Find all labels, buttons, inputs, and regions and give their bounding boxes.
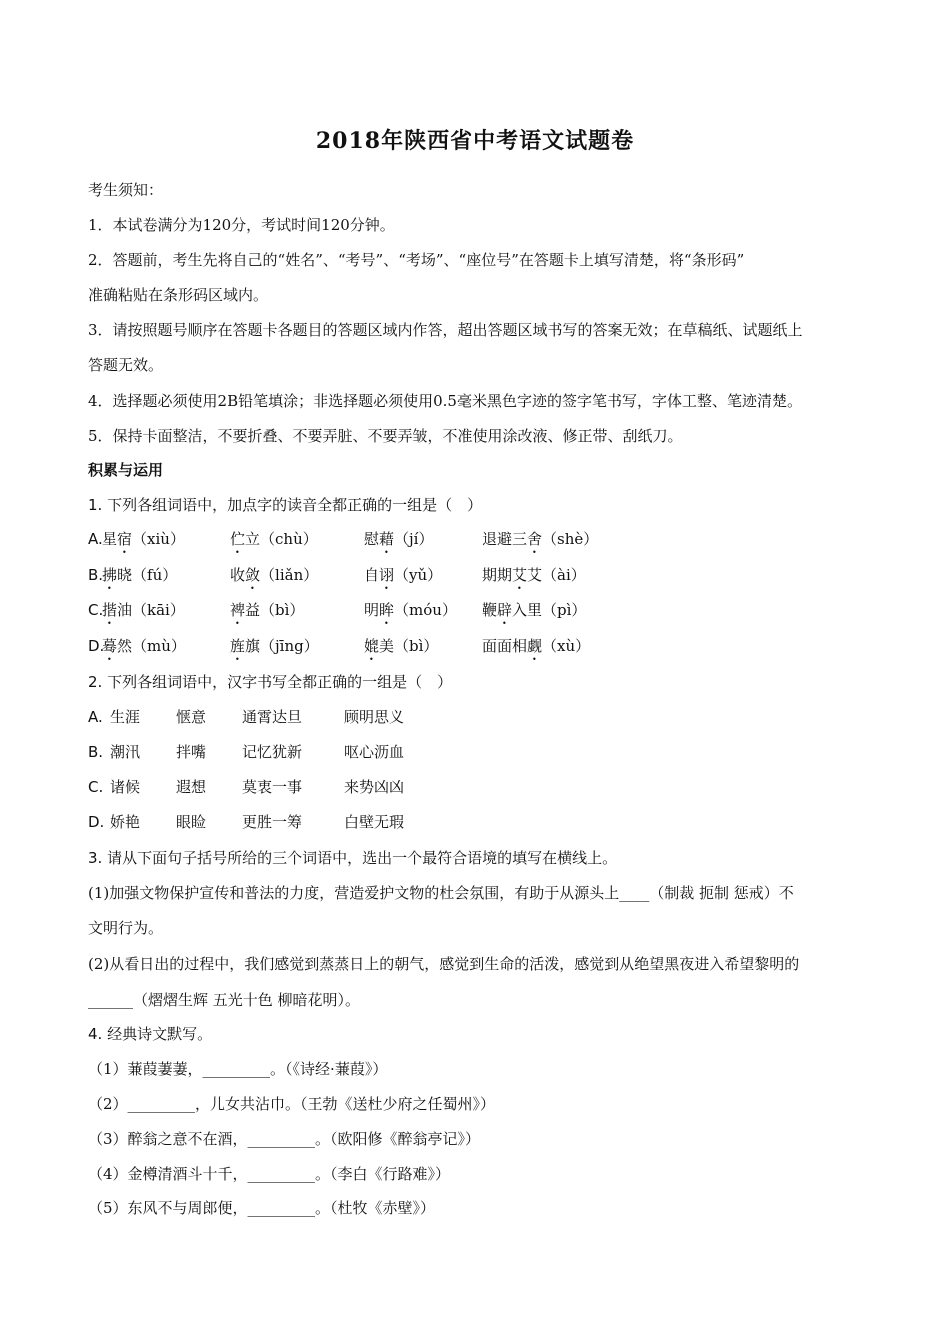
option-word: 娇艳	[110, 813, 141, 831]
question-2-option	[88, 742, 588, 764]
question-3-line: (2)从看日出的过程中，我们感觉到蒸蒸日上的朝气，感觉到生命的活泼，感觉到从绝望黑夜进入希望黎明的	[88, 955, 800, 973]
emphasized-char: 裨	[230, 601, 246, 619]
option-word: 拂晓（fú）	[102, 566, 178, 584]
option-word: 眼睑	[176, 813, 207, 831]
option-word: 面面相觑（xù）	[482, 637, 591, 655]
notice-item: 3．请按照题号顺序在答题卡各题目的答题区域内作答，超出答题区域书写的答案无效；在草稿纸、试题纸上	[88, 321, 803, 339]
option-label: D.	[88, 813, 105, 831]
option-label: A.	[88, 708, 103, 726]
question-4-line: （5）东风不与周郎便，_________。（杜牧《赤壁》）	[88, 1199, 436, 1217]
emphasized-char: 舍	[527, 530, 543, 548]
question-3-stem: 3. 请从下面句子括号所给的三个词语中，选出一个最符合语境的填写在横线上。	[88, 849, 618, 867]
emphasized-char: 藉	[379, 530, 395, 548]
option-word: 退避三舍（shè）	[482, 530, 599, 548]
option-word: 莫衷一事	[242, 778, 303, 796]
option-word: 蓦然（mù）	[102, 637, 186, 655]
option-word: 拌嘴	[176, 743, 207, 761]
section-heading: 积累与运用	[88, 461, 164, 479]
option-label: A.	[88, 530, 103, 548]
option-word: 伫立（chù）	[230, 530, 318, 548]
emphasized-char: 揩	[102, 601, 118, 619]
emphasized-char: 辟	[497, 601, 513, 619]
question-1-option	[88, 600, 848, 622]
option-word: 惬意	[176, 708, 207, 726]
option-word: 期期艾艾（ài）	[482, 566, 586, 584]
emphasized-char: 媲	[364, 637, 380, 655]
question-4-line: （1）蒹葭萋萋，_________。（《诗经·蒹葭》）	[88, 1060, 388, 1078]
emphasized-char: 旌	[230, 637, 246, 655]
notice-item: 5．保持卡面整洁，不要折叠、不要弄脏、不要弄皱，不准使用涂改液、修正带、刮纸刀。	[88, 427, 683, 445]
option-word: 明眸（móu）	[364, 601, 457, 619]
option-word: 诸候	[110, 778, 141, 796]
option-word: 呕心沥血	[344, 743, 405, 761]
notice-item: 1．本试卷满分为120分，考试时间120分钟。	[88, 216, 395, 234]
notice-item: 答题无效。	[88, 356, 164, 374]
question-4-line: （2）_________，儿女共沾巾。（王勃《送杜少府之任蜀州》）	[88, 1095, 496, 1113]
option-word: 遐想	[176, 778, 207, 796]
question-1-option	[88, 529, 848, 551]
option-word: 媲美（bì）	[364, 637, 439, 655]
emphasized-char: 艾	[512, 566, 528, 584]
option-word: 记忆犹新	[242, 743, 303, 761]
notice-heading: 考生须知：	[88, 181, 164, 199]
option-word: 揩油（kāi）	[102, 601, 185, 619]
option-word: 通霄达旦	[242, 708, 303, 726]
notice-item: 准确粘贴在条形码区域内。	[88, 286, 269, 304]
question-4-stem: 4. 经典诗文默写。	[88, 1025, 213, 1043]
option-word: 收敛（liǎn）	[230, 566, 319, 584]
emphasized-char: 伫	[230, 530, 246, 548]
question-4-line: （3）醉翁之意不在酒，_________。（欧阳修《醉翁亭记》）	[88, 1130, 481, 1148]
option-label: C.	[88, 601, 104, 619]
question-3-line: ______（熠熠生辉 五光十色 柳暗花明）。	[88, 991, 361, 1009]
emphasized-char: 觑	[527, 637, 543, 655]
emphasized-char: 宿	[117, 530, 133, 548]
option-label: B.	[88, 566, 104, 584]
option-word: 更胜一筹	[242, 813, 303, 831]
option-label: B.	[88, 743, 104, 761]
question-1-option	[88, 636, 848, 658]
option-word: 生涯	[110, 708, 141, 726]
option-word: 顾明思义	[344, 708, 405, 726]
option-word: 慰藉（jí）	[364, 530, 434, 548]
option-word: 星宿（xiù）	[102, 530, 185, 548]
option-label: C.	[88, 778, 104, 796]
question-4-line: （4）金樽清酒斗十千，_________。（李白《行路难》）	[88, 1165, 451, 1183]
notice-item: 4．选择题必须使用2B铅笔填涂；非选择题必须使用0.5毫米黑色字迹的签字笔书写，字体工整、笔迹清楚。	[88, 392, 802, 410]
question-2-stem: 2. 下列各组词语中，汉字书写全都正确的一组是（ ）	[88, 673, 453, 691]
question-2-option	[88, 812, 588, 834]
option-word: 自诩（yǔ）	[364, 566, 443, 584]
option-word: 白壁无瑕	[344, 813, 405, 831]
question-3-line: 文明行为。	[88, 919, 164, 937]
question-1-option	[88, 565, 848, 587]
emphasized-char: 敛	[245, 566, 261, 584]
emphasized-char: 蓦	[102, 637, 118, 655]
emphasized-char: 拂	[102, 566, 118, 584]
question-3-line: (1)加强文物保护宣传和普法的力度，营造爱护文物的杜会氛围，有助于从源头上____（制裁 扼制 惩戒）不	[88, 884, 794, 902]
option-word: 潮汛	[110, 743, 141, 761]
option-word: 来势凶凶	[344, 778, 405, 796]
option-word: 裨益（bì）	[230, 601, 305, 619]
notice-item: 2．答题前，考生先将自己的“姓名”、“考号”、“考场”、“座位号”在答题卡上填写清楚，将“条形码”	[88, 251, 745, 269]
question-2-option	[88, 777, 588, 799]
option-word: 旌旗（jīng）	[230, 637, 319, 655]
emphasized-char: 眸	[379, 601, 395, 619]
emphasized-char: 诩	[379, 566, 395, 584]
option-label: D.	[88, 637, 105, 655]
page-title: 2018年陕西省中考语文试题卷	[315, 128, 635, 154]
question-1-stem: 1. 下列各组词语中，加点字的读音全都正确的一组是（ ）	[88, 496, 483, 514]
option-word: 鞭辟入里（pì）	[482, 601, 587, 619]
question-2-option	[88, 707, 588, 729]
